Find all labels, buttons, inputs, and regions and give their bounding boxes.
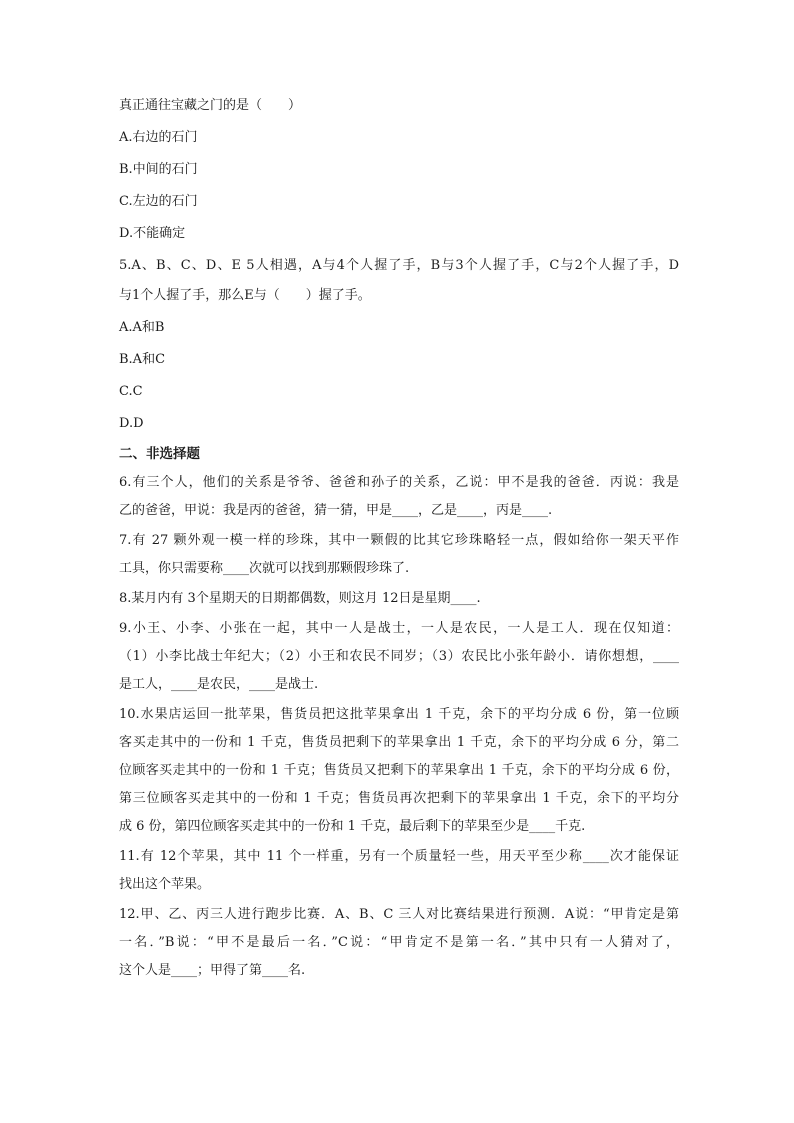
q5-option-b: B.A和C (119, 352, 166, 367)
q6-line-2: 乙的爸爸，甲说：我是丙的爸爸，猜一猜，甲是____，乙是____，丙是____. (119, 503, 553, 518)
q4-option-a: A.右边的石门 (119, 130, 198, 145)
q6-line-1: 6.有三个人，他们的关系是爷爷、爸爸和孙子的关系，乙说：甲不是我的爸爸．丙说：我是 (119, 475, 679, 490)
q9-line-3: 是工人，____是农民，____是战士. (119, 677, 319, 692)
q9-line-1: 9.小王、小李、小张在一起，其中一人是战士，一人是农民，一人是工人．现在仅知道： (119, 621, 679, 636)
q4-option-c: C.左边的石门 (119, 194, 198, 209)
q7-line-1: 7.有 27 颗外观一模一样的珍珠，其中一颗假的比其它珍珠略轻一点，假如给你一架天平作 (119, 533, 679, 548)
q12-line-2: 一名．”B说：“甲不是最后一名．”C说：“甲肯定不是第一名．”其中只有一人猜对了， (119, 935, 679, 950)
q8-line-1: 8.某月内有 3个星期天的日期都偶数，则这月 12日是星期____. (119, 591, 481, 606)
document-body (119, 96, 679, 989)
q7-line-2: 工具，你只需要称____次就可以找到那颗假珍珠了. (119, 561, 410, 576)
q10-line-3: 位顾客买走其中的一份和 1 千克；售货员又把剩下的苹果拿出 1 千克，余下的平均分成 6 份， (119, 763, 679, 778)
q5-option-a: A.A和B (119, 320, 165, 335)
q5-line-2: 与1个人握了手，那么E与（ ）握了手。 (119, 288, 371, 303)
q4-option-d: D.不能确定 (119, 226, 186, 241)
q4-option-b: B.中间的石门 (119, 162, 198, 177)
q5-option-c: C.C (119, 384, 143, 399)
q12-line-3: 这个人是____；甲得了第____名. (119, 963, 306, 978)
q10-line-1: 10.水果店运回一批苹果，售货员把这批苹果拿出 1 千克，余下的平均分成 6 份，第一位顾 (119, 707, 679, 722)
q5-option-d: D.D (119, 416, 144, 431)
section-heading: 二、非选择题 (119, 446, 200, 462)
q10-line-5: 成 6 份，第四位顾客买走其中的一份和 1 千克，最后剩下的苹果至少是____千克. (119, 819, 586, 834)
q11-line-2: 找出这个苹果。 (119, 877, 211, 892)
q12-line-1: 12.甲、乙、丙三人进行跑步比赛．A、B、C 三人对比赛结果进行预测．A说：“甲肯定是第 (119, 907, 679, 922)
q10-line-2: 客买走其中的一份和 1 千克，售货员把剩下的苹果拿出 1 千克，余下的平均分成 6 分，第二 (119, 735, 679, 750)
q10-line-4: 第三位顾客买走其中的一份和 1 千克；售货员再次把剩下的苹果拿出 1 千克，余下的平均分 (119, 791, 679, 806)
q11-line-1: 11.有 12个苹果，其中 11 个一样重，另有一个质量轻一些，用天平至少称____次才能保证 (119, 849, 679, 864)
q9-line-2: （1）小李比战士年纪大；（2）小王和农民不同岁；（3）农民比小张年龄小．请你想想，____ (119, 649, 679, 664)
q4-stem: 真正通往宝藏之门的是（ ） (119, 98, 302, 113)
q5-line-1: 5.A、B、C、D、E 5人相遇，A与4个人握了手，B与3个人握了手，C与2个人握了手，D (119, 258, 679, 273)
